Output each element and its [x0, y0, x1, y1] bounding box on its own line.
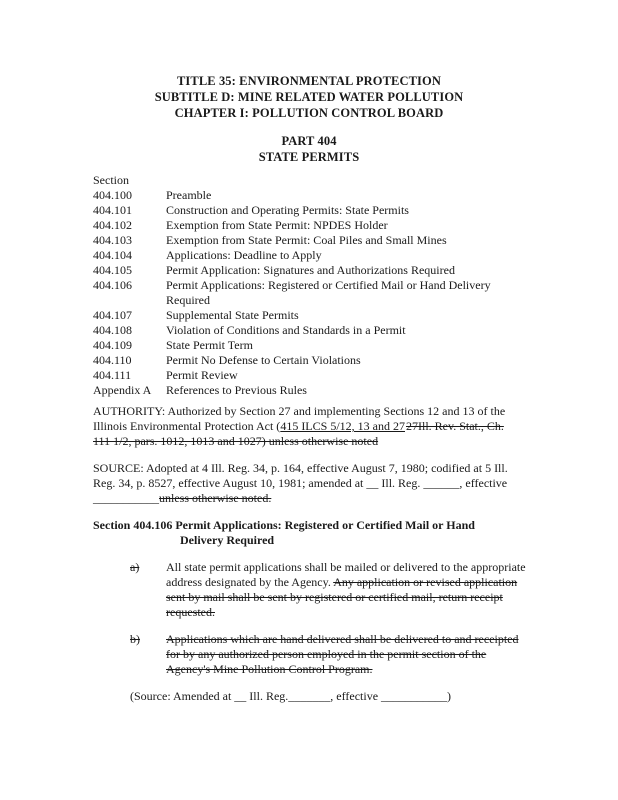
toc-section-number: 404.111: [93, 368, 132, 382]
section-heading-cont: Delivery Required: [180, 533, 275, 547]
toc-row: [93, 188, 211, 203]
toc-section-title: Applications: Deadline to Apply: [166, 248, 322, 262]
toc-section-number: 404.108: [93, 323, 132, 337]
toc-section-number: 404.107: [93, 308, 132, 322]
subtitle-heading: SUBTITLE D: MINE RELATED WATER POLLUTION: [154, 90, 464, 104]
authority-line-3: 111 1/2, pars. 1012, 1013 and 1027) unless otherwise noted: [93, 434, 379, 448]
authority-line-1: AUTHORITY: Authorized by Section 27 and implementing Sections 12 and 13 of the: [93, 404, 506, 418]
toc-section-title: Permit Review: [166, 368, 238, 382]
subsection-a-line-1: All state permit applications shall be mailed or delivered to the appropriate: [166, 560, 526, 574]
toc-section-number: 404.100: [93, 188, 132, 202]
toc-row: [93, 308, 299, 323]
toc-section-title: Permit No Defense to Certain Violations: [166, 353, 361, 367]
source-line-1: SOURCE: Adopted at 4 Ill. Reg. 34, p. 164, effective August 7, 1980; codified at 5 Ill.: [93, 461, 508, 475]
toc-section-title-cont: Required: [166, 293, 210, 307]
authority-line-2: [93, 419, 504, 434]
part-heading: PART 404: [281, 134, 337, 148]
title-heading: TITLE 35: ENVIRONMENTAL PROTECTION: [177, 74, 441, 88]
toc-section-title: Preamble: [166, 188, 212, 202]
toc-section-number: 404.104: [93, 248, 132, 262]
subsection-a-line-3: sent by mail shall be sent by registered or certified mail, return receipt: [166, 590, 503, 604]
toc-section-number: Appendix A: [93, 383, 152, 397]
authority-deleted-text: 27Ill. Rev. Stat., Ch.: [405, 419, 504, 433]
subsection-b-line-2: for by any authorized person employed in the permit section of the: [166, 647, 487, 661]
toc-row: [93, 218, 388, 233]
toc-section-title: Exemption from State Permit: Coal Piles and Small Mines: [166, 233, 447, 247]
toc-section-number: 404.101: [93, 203, 132, 217]
toc-section-number: 404.102: [93, 218, 132, 232]
toc-section-title: Permit Applications: Registered or Certified Mail or Hand Delivery: [166, 278, 491, 292]
subsection-b-label: b): [130, 632, 140, 646]
toc-section-title: Exemption from State Permit: NPDES Holder: [166, 218, 388, 232]
toc-section-title: Supplemental State Permits: [166, 308, 299, 322]
toc-section-number: 404.105: [93, 263, 132, 277]
toc-row: [93, 233, 447, 248]
toc-row: [93, 323, 406, 338]
subsection-a-deleted-text: Any application or revised application: [333, 575, 518, 589]
source-note: (Source: Amended at __ Ill. Reg._______, effective ___________): [130, 689, 452, 703]
toc-section-title: References to Previous Rules: [166, 383, 307, 397]
toc-row: [93, 338, 253, 353]
toc-row: [93, 263, 455, 278]
source-line-3: [93, 491, 271, 506]
toc-section-title: Violation of Conditions and Standards in a Permit: [166, 323, 406, 337]
toc-section-title: Construction and Operating Permits: State Permits: [166, 203, 409, 217]
toc-section-number: 404.106: [93, 278, 132, 292]
section-heading: Section 404.106 Permit Applications: Registered or Certified Mail or Hand: [93, 518, 475, 532]
toc-row: [93, 248, 322, 263]
toc-section-number: 404.109: [93, 338, 132, 352]
subsection-a-line-2: [166, 575, 517, 590]
authority-inserted-text: 415 ILCS 5/12, 13 and 27: [280, 419, 405, 433]
subsection-b-line-3: Agency's Mine Pollution Control Program.: [166, 662, 373, 676]
authority-text: Illinois Environmental Protection Act (: [93, 419, 281, 433]
toc-row: [93, 278, 491, 293]
toc-row: [93, 203, 409, 218]
toc-heading: Section: [93, 173, 129, 187]
subsection-b-line-1: Applications which are hand delivered shall be delivered to and receipted: [166, 632, 519, 646]
chapter-heading: CHAPTER I: POLLUTION CONTROL BOARD: [174, 106, 444, 120]
toc-section-title: Permit Application: Signatures and Authorizations Required: [166, 263, 455, 277]
subsection-a-text: address designated by the Agency.: [166, 575, 331, 589]
part-title-heading: STATE PERMITS: [258, 150, 360, 164]
toc-row: [93, 383, 307, 398]
subsection-a-line-4: requested.: [166, 605, 215, 619]
toc-row: [93, 368, 238, 383]
toc-section-number: 404.110: [93, 353, 132, 367]
subsection-a-label: a): [130, 560, 140, 574]
toc-section-number: 404.103: [93, 233, 132, 247]
toc-row: [93, 353, 361, 368]
source-deleted-text: unless otherwise noted.: [159, 491, 272, 505]
toc-section-title: State Permit Term: [166, 338, 253, 352]
source-line-2: Reg. 34, p. 8527, effective August 10, 1981; amended at __ Ill. Reg. ______, effective: [93, 476, 508, 490]
source-blank: ___________: [93, 491, 159, 505]
